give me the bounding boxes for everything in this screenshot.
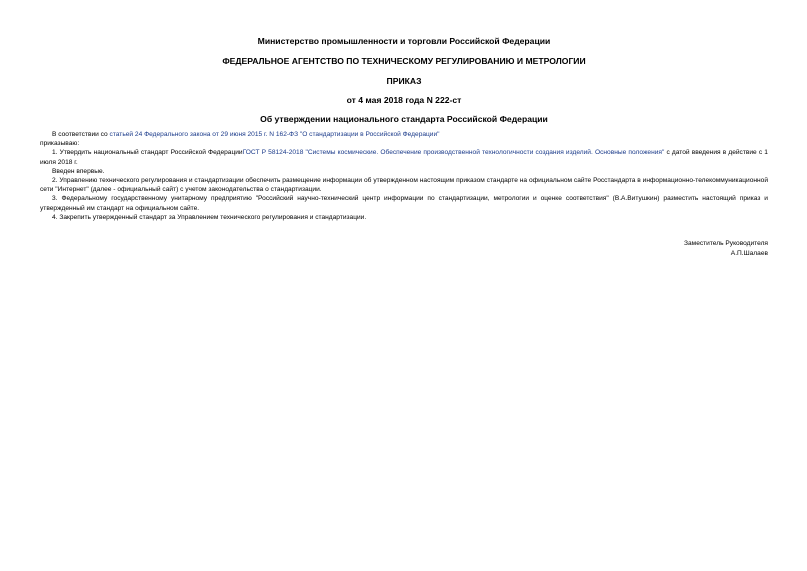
signatory-title: Заместитель Руководителя: [684, 240, 768, 247]
item-4: 4. Закрепить утвержденный стандарт за Управлением технического регулирования и стандартизации.: [52, 213, 367, 221]
intro-paragraph: [40, 130, 768, 139]
item-1: [40, 148, 768, 166]
item-1-suffix: с датой введения в действие с 1 июля 2018 г.: [40, 149, 768, 166]
ministry-title: Министерство промышленности и торговли Российской Федерации: [257, 36, 551, 46]
document-type: ПРИКАЗ: [386, 76, 422, 86]
item-2: 2. Управлению технического регулирования и стандартизации обеспечить размещение информации об утвержденном настоящим приказом стандарте на официальном сайте Росстандарта в информационно-телекоммуникационной сети "Интернет" (далее - официальный сайт) с учетом законодательства о стандартизации.: [40, 177, 768, 194]
document-body: [40, 130, 768, 222]
gost-link[interactable]: ГОСТ Р 58124-2018 "Системы космические. Обеспечение производственной технологичности создания изделий. Основные положения": [242, 149, 665, 157]
agency-title: ФЕДЕРАЛЬНОЕ АГЕНТСТВО ПО ТЕХНИЧЕСКОМУ РЕГУЛИРОВАНИЮ И МЕТРОЛОГИИ: [222, 56, 586, 66]
signatory-name: А.П.Шалаев: [730, 250, 768, 257]
item-3: 3. Федеральному государственному унитарному предприятию "Российский научно-технический центр информации по стандартизации, метрологии и оценке соответствия" (В.А.Витушкин) разместить настоящий приказ и утвержденный им стандарт на официальном сайте.: [40, 195, 768, 212]
introduced-first-note: Введен впервые.: [52, 167, 105, 175]
document-subject: Об утверждении национального стандарта Российской Федерации: [260, 114, 548, 124]
document-date-number: от 4 мая 2018 года N 222-ст: [346, 95, 462, 105]
intro-prefix: В соответствии со: [52, 131, 110, 138]
item-1-prefix: 1. Утвердить национальный стандарт Российской Федерации: [52, 149, 243, 157]
order-word: приказываю:: [40, 140, 80, 148]
law-link[interactable]: статьей 24 Федерального закона от 29 июня 2015 г. N 162-ФЗ "О стандартизации в Российской Федерации": [109, 131, 440, 138]
